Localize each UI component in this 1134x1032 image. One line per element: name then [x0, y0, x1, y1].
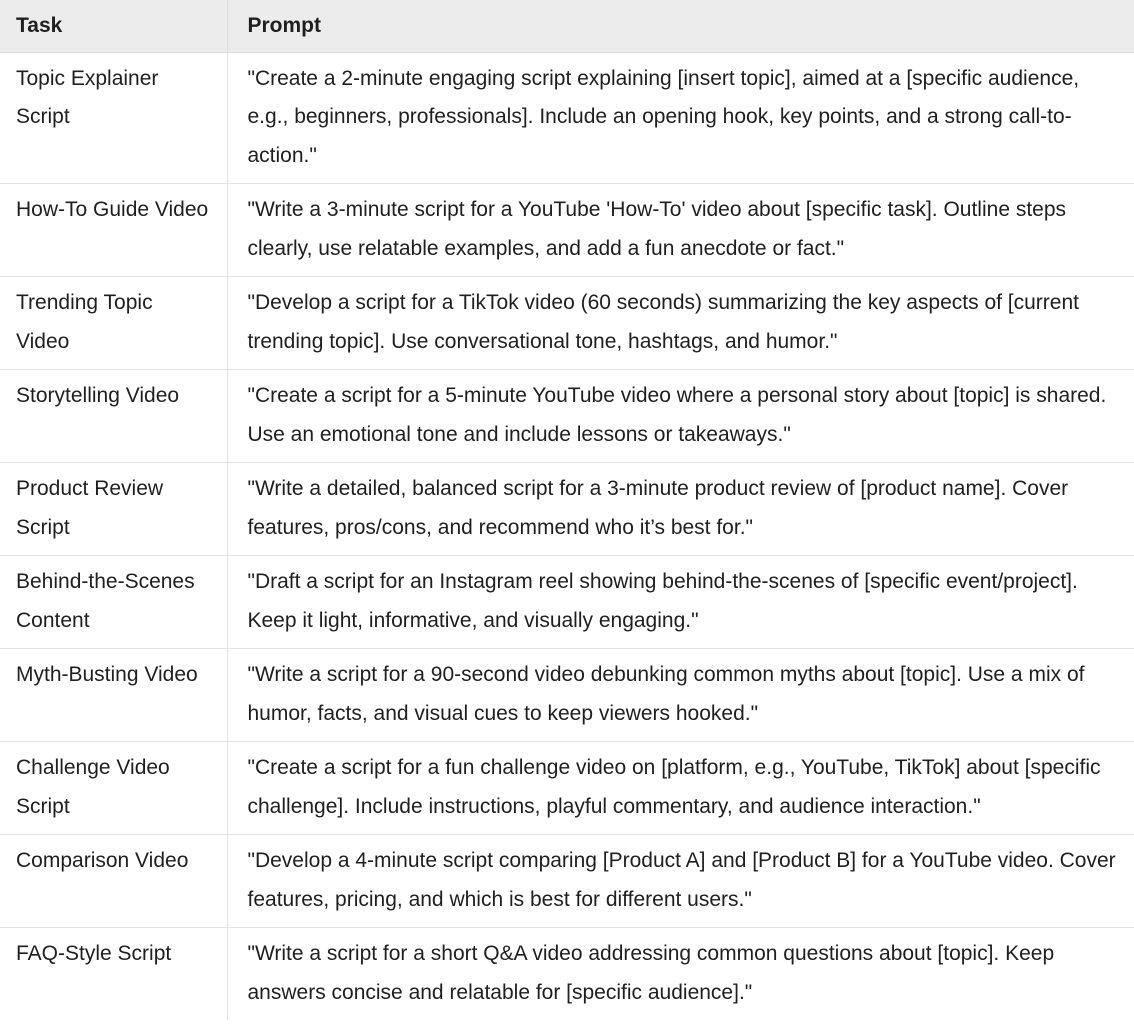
table-row — [0, 184, 1134, 277]
task-cell: Trending Topic Video — [0, 277, 227, 370]
prompt-cell: "Create a 2-minute engaging script explaining [insert topic], aimed at a [specific audience, e.g., beginners, professionals]. Include an opening hook, key points, and a strong call-to-action." — [227, 52, 1134, 184]
prompt-cell: "Write a 3-minute script for a YouTube 'How-To' video about [specific task]. Outline steps clearly, use relatable examples, and add a fun anecdote or fact." — [227, 184, 1134, 277]
prompt-cell: "Draft a script for an Instagram reel showing behind-the-scenes of [specific event/project]. Keep it light, informative, and visually engaging." — [227, 556, 1134, 649]
column-header-prompt: Prompt — [227, 0, 1134, 52]
task-cell: Challenge Video Script — [0, 742, 227, 835]
table-row — [0, 52, 1134, 184]
header-row — [0, 0, 1134, 52]
task-cell: Myth-Busting Video — [0, 649, 227, 742]
task-cell: FAQ-Style Script — [16, 942, 172, 965]
prompt-cell: "Write a detailed, balanced script for a 3-minute product review of [product name]. Cover features, pros/cons, and recommend who it’s best for." — [227, 463, 1134, 556]
prompt-cell: "Create a script for a fun challenge video on [platform, e.g., YouTube, TikTok] about [specific challenge]. Include instructions, playful commentary, and audience interaction." — [227, 742, 1134, 835]
prompt-cell: "Write a script for a short Q&A video addressing common questions about [topic]. Keep answers concise and relatable for [specific audience]." — [227, 928, 1134, 1021]
table-row — [0, 742, 1134, 835]
column-header-task: Task — [0, 0, 227, 52]
table-row — [0, 556, 1134, 649]
table-body — [0, 52, 1134, 1020]
task-cell: How-To Guide Video — [0, 184, 227, 277]
table-row — [0, 463, 1134, 556]
task-cell: Topic Explainer Script — [0, 52, 227, 184]
task-cell: Behind-the-Scenes Content — [0, 556, 227, 649]
table-header — [0, 0, 1134, 52]
prompt-cell: "Create a script for a 5-minute YouTube video where a personal story about [topic] is shared. Use an emotional tone and include lessons or takeaways." — [227, 370, 1134, 463]
table-row — [0, 277, 1134, 370]
task-cell: Comparison Video — [0, 835, 227, 928]
prompt-cell: "Develop a 4-minute script comparing [Product A] and [Product B] for a YouTube video. Cover features, pricing, and which is best for different users." — [227, 835, 1134, 928]
task-cell: Product Review Script — [0, 463, 227, 556]
table-row — [0, 835, 1134, 928]
table-row — [0, 928, 1134, 1021]
prompt-cell: "Write a script for a 90-second video debunking common myths about [topic]. Use a mix of humor, facts, and visual cues to keep viewers hooked." — [227, 649, 1134, 742]
table-row — [0, 370, 1134, 463]
task-cell: Storytelling Video — [0, 370, 227, 463]
prompt-cell: "Develop a script for a TikTok video (60 seconds) summarizing the key aspects of [current trending topic]. Use conversational tone, hashtags, and humor." — [227, 277, 1134, 370]
table-row — [0, 649, 1134, 742]
